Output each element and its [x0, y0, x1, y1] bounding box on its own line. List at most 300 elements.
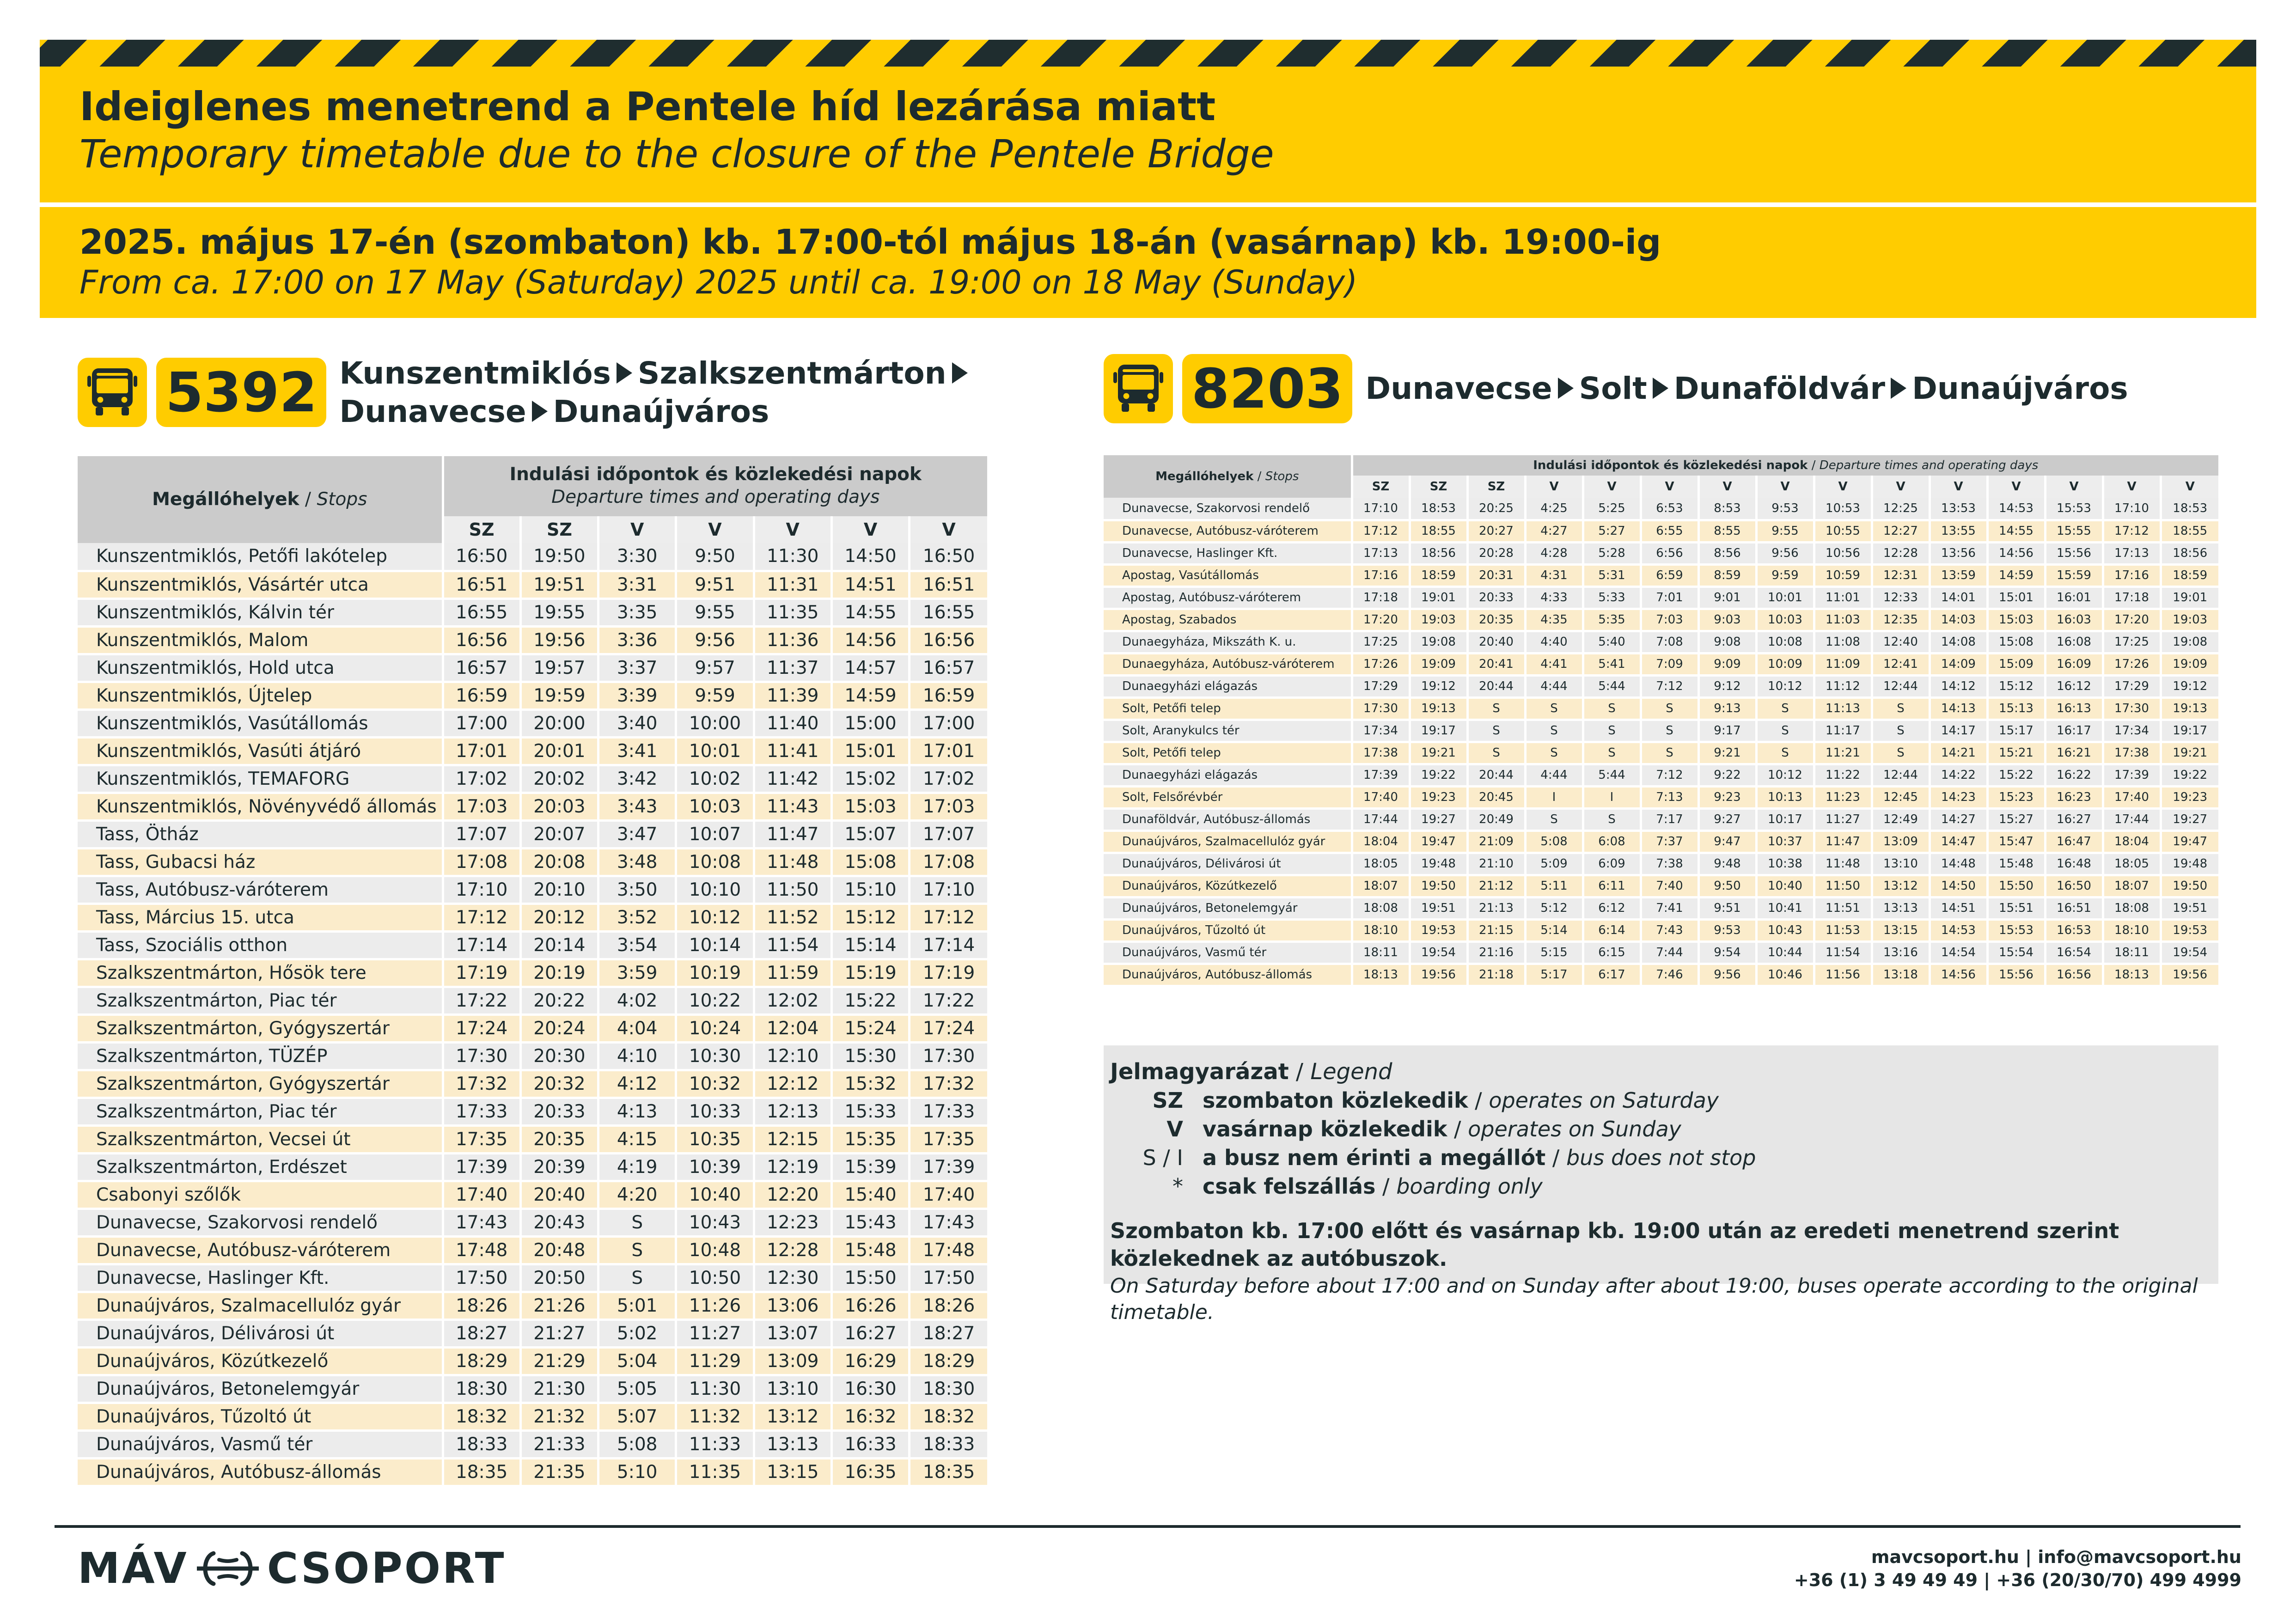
departure-time: 19:47: [1410, 830, 1467, 853]
departure-time: 15:12: [1987, 675, 2045, 697]
departure-time: 18:27: [443, 1319, 520, 1347]
departure-time: 9:17: [1698, 720, 1756, 742]
stop-name: Dunavecse, Haslinger Kft.: [78, 1264, 443, 1292]
departure-time: 5:28: [1583, 542, 1641, 564]
departure-time: 10:07: [676, 820, 754, 848]
departure-time: 12:45: [1872, 786, 1930, 808]
departure-time: 17:30: [2103, 697, 2161, 720]
day-code-header: V: [1930, 476, 1987, 498]
departure-time: 20:03: [520, 793, 598, 820]
departure-time: 10:09: [1756, 653, 1814, 675]
departure-time: 20:32: [520, 1070, 598, 1098]
departure-time: 17:19: [443, 959, 520, 987]
departure-time: 5:08: [1525, 830, 1583, 853]
table-row: [1104, 786, 2218, 808]
stop-name: Dunaújváros, Délivárosi út: [78, 1319, 443, 1347]
stop-name: Dunavecse, Autóbusz-váróterem: [1104, 520, 1352, 542]
legend-symbol: V: [1166, 1117, 1183, 1142]
stop-name: Tass, Március 15. utca: [78, 904, 443, 931]
departure-time: 15:55: [2045, 520, 2103, 542]
departure-time: 19:27: [2161, 808, 2218, 830]
departure-time: S: [1467, 742, 1525, 764]
departure-time: 9:55: [676, 598, 754, 626]
route-place: Dunavecse: [339, 394, 526, 430]
stop-name: Szalkszentmárton, Gyógyszertár: [78, 1070, 443, 1098]
departure-time: 17:48: [443, 1236, 520, 1264]
hazard-stripe: [40, 40, 2256, 67]
day-code-header: V: [598, 516, 676, 543]
day-code-header: V: [754, 516, 831, 543]
departure-time: 10:13: [1756, 786, 1814, 808]
table-row: [78, 876, 987, 904]
departure-time: 16:56: [910, 626, 987, 654]
departure-time: 15:02: [831, 765, 909, 793]
departure-time: 17:39: [910, 1153, 987, 1181]
departure-time: 15:12: [831, 904, 909, 931]
departure-time: 13:55: [1930, 520, 1987, 542]
departure-time: 18:07: [1352, 875, 1410, 897]
route-number: 5392: [156, 358, 326, 427]
departure-time: 17:03: [443, 793, 520, 820]
departure-time: 17:34: [1352, 720, 1410, 742]
departure-time: 16:27: [2045, 808, 2103, 830]
departure-time: 10:01: [1756, 586, 1814, 609]
departure-time: 17:40: [2103, 786, 2161, 808]
stop-name: Dunaújváros, Tűzoltó út: [1104, 919, 1352, 941]
departure-time: 6:17: [1583, 964, 1641, 986]
table-row: [1104, 897, 2218, 919]
departure-time: 19:50: [520, 543, 598, 571]
departure-time: 10:41: [1756, 897, 1814, 919]
period-hu: 2025. május 17-én (szombaton) kb. 17:00-tól május 18-án (vasárnap) kb. 19:00-ig: [79, 222, 1661, 262]
route-place: Dunaújváros: [1912, 371, 2128, 407]
departure-time: 15:53: [1987, 919, 2045, 941]
stop-name: Dunaegyházi elágazás: [1104, 675, 1352, 697]
departure-time: 15:01: [1987, 586, 2045, 609]
departure-time: 17:32: [443, 1070, 520, 1098]
departure-time: 19:48: [1410, 853, 1467, 875]
departure-time: 18:08: [2103, 897, 2161, 919]
departure-time: 12:10: [754, 1042, 831, 1070]
departure-time: 20:19: [520, 959, 598, 987]
day-code-header: SZ: [1410, 476, 1467, 498]
departure-time: 13:18: [1872, 964, 1930, 986]
bus-icon: [78, 358, 147, 427]
departure-time: 16:12: [2045, 675, 2103, 697]
departure-time: 15:09: [1987, 653, 2045, 675]
departure-time: 11:35: [676, 1458, 754, 1486]
table-row: [1104, 853, 2218, 875]
departure-time: 6:12: [1583, 897, 1641, 919]
departure-time: 11:12: [1814, 675, 1872, 697]
departure-time: 17:00: [910, 709, 987, 737]
departure-time: 10:30: [676, 1042, 754, 1070]
departure-time: 10:35: [676, 1125, 754, 1153]
departure-time: 9:09: [1698, 653, 1756, 675]
departure-time: 11:09: [1814, 653, 1872, 675]
departure-time: 12:33: [1872, 586, 1930, 609]
departure-time: 16:27: [831, 1319, 909, 1347]
day-code-header: SZ: [1467, 476, 1525, 498]
departure-time: 20:31: [1467, 564, 1525, 586]
stop-name: Dunaújváros, Közútkezelő: [78, 1347, 443, 1375]
departure-time: 16:51: [443, 571, 520, 598]
departure-time: 10:50: [676, 1264, 754, 1292]
departure-time: 21:32: [520, 1403, 598, 1430]
departure-time: 5:09: [1525, 853, 1583, 875]
departure-time: 3:42: [598, 765, 676, 793]
departure-time: 10:46: [1756, 964, 1814, 986]
departure-time: 19:01: [2161, 586, 2218, 609]
departure-time: 20:35: [520, 1125, 598, 1153]
departure-time: S: [1467, 697, 1525, 720]
departure-time: 15:53: [2045, 498, 2103, 520]
departure-time: S: [1756, 720, 1814, 742]
departure-time: 18:08: [1352, 897, 1410, 919]
table-row: [1104, 720, 2218, 742]
departure-time: S: [1872, 697, 1930, 720]
period-banner: [40, 207, 2256, 318]
departure-time: 11:23: [1814, 786, 1872, 808]
departure-time: 9:51: [676, 571, 754, 598]
departure-time: 18:27: [910, 1319, 987, 1347]
day-code-header: V: [1525, 476, 1583, 498]
departure-time: 18:11: [2103, 941, 2161, 964]
stop-name: Kunszentmiklós, Növényvédő állomás: [78, 793, 443, 820]
departure-time: 18:05: [2103, 853, 2161, 875]
departure-time: 17:25: [2103, 631, 2161, 653]
departure-time: 17:10: [1352, 498, 1410, 520]
departure-time: 3:48: [598, 848, 676, 876]
stop-name: Tass, Autóbusz-váróterem: [78, 876, 443, 904]
departure-time: 13:09: [754, 1347, 831, 1375]
departure-time: 15:50: [1987, 875, 2045, 897]
departure-time: 17:07: [910, 820, 987, 848]
departure-time: S: [1583, 742, 1641, 764]
departure-time: 5:12: [1525, 897, 1583, 919]
table-row: [78, 709, 987, 737]
departure-time: 15:00: [831, 709, 909, 737]
departure-time: 5:14: [1525, 919, 1583, 941]
stop-name: Szalkszentmárton, Vecsei út: [78, 1125, 443, 1153]
departure-time: 12:35: [1872, 609, 1930, 631]
departure-time: 3:47: [598, 820, 676, 848]
route-place: Dunavecse: [1365, 371, 1552, 407]
departure-time: 4:19: [598, 1153, 676, 1181]
departure-time: 15:50: [831, 1264, 909, 1292]
departure-time: 18:29: [910, 1347, 987, 1375]
departure-time: 15:24: [831, 1014, 909, 1042]
departure-time: 11:26: [676, 1292, 754, 1319]
stop-name: Dunaújváros, Tűzoltó út: [78, 1403, 443, 1430]
title-en: Temporary timetable due to the closure of the Pentele Bridge: [79, 131, 1274, 177]
departure-time: 14:22: [1930, 764, 1987, 786]
stop-name: Dunavecse, Autóbusz-váróterem: [78, 1236, 443, 1264]
departure-time: 15:48: [1987, 853, 2045, 875]
departure-time: 17:40: [443, 1181, 520, 1209]
departure-time: 13:16: [1872, 941, 1930, 964]
stop-name: Kunszentmiklós, TEMAFORG: [78, 765, 443, 793]
departure-time: 11:08: [1814, 631, 1872, 653]
departure-time: 20:01: [520, 737, 598, 765]
departure-time: 17:22: [910, 987, 987, 1014]
departure-time: 16:17: [2045, 720, 2103, 742]
departure-time: 17:03: [910, 793, 987, 820]
departure-time: 16:22: [2045, 764, 2103, 786]
departure-time: 3:50: [598, 876, 676, 904]
table-row: [78, 1236, 987, 1264]
departure-time: 12:13: [754, 1098, 831, 1125]
departure-time: S: [1525, 697, 1583, 720]
departure-time: 12:02: [754, 987, 831, 1014]
departure-time: 18:10: [2103, 919, 2161, 941]
arrow-right-icon: [1653, 378, 1668, 399]
departure-time: 17:30: [1352, 697, 1410, 720]
route-destinations: [339, 354, 973, 431]
departure-time: 14:12: [1930, 675, 1987, 697]
legend-text: vasárnap közlekedik / operates on Sunday: [1203, 1117, 1681, 1142]
departure-time: 16:01: [2045, 586, 2103, 609]
departure-time: 15:13: [1987, 697, 2045, 720]
departure-time: 20:44: [1467, 675, 1525, 697]
departure-time: 4:15: [598, 1125, 676, 1153]
departure-time: 5:01: [598, 1292, 676, 1319]
departure-time: 18:59: [2161, 564, 2218, 586]
legend-item: [1110, 1115, 2212, 1143]
departure-time: 15:01: [831, 737, 909, 765]
departure-time: 15:07: [831, 820, 909, 848]
departure-time: 11:37: [754, 654, 831, 682]
departure-time: 16:56: [2045, 964, 2103, 986]
table-row: [78, 626, 987, 654]
departure-time: 9:48: [1698, 853, 1756, 875]
departure-time: S: [1641, 720, 1698, 742]
departure-time: 16:50: [2045, 875, 2103, 897]
departure-time: 13:15: [1872, 919, 1930, 941]
departure-time: 6:11: [1583, 875, 1641, 897]
stop-name: Dunaújváros, Vasmű tér: [78, 1430, 443, 1458]
departure-time: 16:21: [2045, 742, 2103, 764]
stop-name: Dunaújváros, Közútkezelő: [1104, 875, 1352, 897]
departure-time: 15:17: [1987, 720, 2045, 742]
departure-time: 9:56: [1698, 964, 1756, 986]
departure-time: 20:00: [520, 709, 598, 737]
departure-time: 16:47: [2045, 830, 2103, 853]
departure-time: 4:44: [1525, 675, 1583, 697]
legend-box: [1104, 1045, 2218, 1325]
departure-time: 11:52: [754, 904, 831, 931]
departure-time: 14:08: [1930, 631, 1987, 653]
departure-time: 17:33: [443, 1098, 520, 1125]
table-row: [78, 571, 987, 598]
table-row: [1104, 941, 2218, 964]
departure-time: 16:54: [2045, 941, 2103, 964]
departure-time: 20:39: [520, 1153, 598, 1181]
departure-time: 20:44: [1467, 764, 1525, 786]
departure-time: 19:56: [2161, 964, 2218, 986]
departure-time: 13:12: [754, 1403, 831, 1430]
arrow-right-icon: [617, 362, 632, 384]
departure-time: 17:20: [2103, 609, 2161, 631]
stop-name: Kunszentmiklós, Kálvin tér: [78, 598, 443, 626]
stop-name: Kunszentmiklós, Újtelep: [78, 682, 443, 709]
departure-time: 12:31: [1872, 564, 1930, 586]
table-row: [78, 1375, 987, 1403]
departure-time: 10:00: [676, 709, 754, 737]
departure-time: 14:56: [1930, 964, 1987, 986]
day-code-header: V: [1583, 476, 1641, 498]
departure-time: 10:43: [1756, 919, 1814, 941]
departure-time: 14:01: [1930, 586, 1987, 609]
departure-time: 17:18: [1352, 586, 1410, 609]
departure-time: S: [1641, 742, 1698, 764]
departure-time: 7:13: [1641, 786, 1698, 808]
departure-time: 7:03: [1641, 609, 1698, 631]
departure-time: 9:59: [676, 682, 754, 709]
departure-time: 20:30: [520, 1042, 598, 1070]
departure-time: 15:56: [1987, 964, 2045, 986]
table-row: [78, 765, 987, 793]
departure-time: 10:03: [1756, 609, 1814, 631]
departure-time: 15:48: [831, 1236, 909, 1264]
departure-time: 3:41: [598, 737, 676, 765]
table-row: [78, 793, 987, 820]
departure-time: 10:53: [1814, 498, 1872, 520]
departure-time: 19:12: [1410, 675, 1467, 697]
departure-time: 14:13: [1930, 697, 1987, 720]
departure-time: 16:51: [2045, 897, 2103, 919]
departure-time: 14:55: [831, 598, 909, 626]
departure-time: 12:28: [1872, 542, 1930, 564]
departure-time: 12:20: [754, 1181, 831, 1209]
departure-time: 21:35: [520, 1458, 598, 1486]
departure-time: 3:31: [598, 571, 676, 598]
table-row: [78, 1014, 987, 1042]
departure-time: 9:22: [1698, 764, 1756, 786]
departure-time: 20:08: [520, 848, 598, 876]
departure-time: 11:30: [676, 1375, 754, 1403]
departure-time: 16:55: [910, 598, 987, 626]
departure-time: 20:41: [1467, 653, 1525, 675]
departure-time: 19:22: [2161, 764, 2218, 786]
departure-time: 7:46: [1641, 964, 1698, 986]
departure-time: 8:55: [1698, 520, 1756, 542]
departure-time: 16:03: [2045, 609, 2103, 631]
departure-time: 17:08: [910, 848, 987, 876]
departure-time: 9:23: [1698, 786, 1756, 808]
departure-time: 16:26: [831, 1292, 909, 1319]
stop-name: Tass, Gubacsi ház: [78, 848, 443, 876]
departure-time: 15:27: [1987, 808, 2045, 830]
departure-time: 3:30: [598, 543, 676, 571]
departure-time: 5:10: [598, 1458, 676, 1486]
departure-time: 18:29: [443, 1347, 520, 1375]
table-row: [78, 1070, 987, 1098]
table-row: [78, 959, 987, 987]
departure-time: 18:30: [443, 1375, 520, 1403]
departure-time: 17:16: [1352, 564, 1410, 586]
departure-time: 12:04: [754, 1014, 831, 1042]
departure-time: I: [1525, 786, 1583, 808]
departure-time: 20:28: [1467, 542, 1525, 564]
departure-time: 6:14: [1583, 919, 1641, 941]
stop-name: Szalkszentmárton, Piac tér: [78, 1098, 443, 1125]
departure-time: 4:10: [598, 1042, 676, 1070]
table-row: [1104, 520, 2218, 542]
departure-time: 20:33: [520, 1098, 598, 1125]
departure-time: 17:43: [910, 1209, 987, 1236]
stop-name: Dunaújváros, Betonelemgyár: [78, 1375, 443, 1403]
stop-name: Kunszentmiklós, Vasútállomás: [78, 709, 443, 737]
departure-time: 9:56: [1756, 542, 1814, 564]
departure-time: 10:37: [1756, 830, 1814, 853]
departure-time: 20:02: [520, 765, 598, 793]
departure-time: 12:23: [754, 1209, 831, 1236]
departure-time: 14:55: [1987, 520, 2045, 542]
departure-time: 21:18: [1467, 964, 1525, 986]
departure-time: 5:15: [1525, 941, 1583, 964]
departure-time: 10:10: [676, 876, 754, 904]
departure-time: 16:32: [831, 1403, 909, 1430]
departure-time: 13:59: [1930, 564, 1987, 586]
departure-time: 11:40: [754, 709, 831, 737]
departure-time: 6:55: [1641, 520, 1698, 542]
departure-time: 7:43: [1641, 919, 1698, 941]
departure-time: 16:50: [443, 543, 520, 571]
departure-time: 17:14: [443, 931, 520, 959]
departure-time: 15:08: [1987, 631, 2045, 653]
departure-time: 7:17: [1641, 808, 1698, 830]
departures-header: Indulási időpontok és közlekedési napok / Departure times and operating days: [1352, 455, 2218, 476]
departure-time: 11:54: [754, 931, 831, 959]
stop-name: Tass, Ötház: [78, 820, 443, 848]
departure-time: 15:21: [1987, 742, 2045, 764]
departure-time: 9:55: [1756, 520, 1814, 542]
departure-time: 4:12: [598, 1070, 676, 1098]
departure-time: 17:16: [2103, 564, 2161, 586]
departure-time: 20:49: [1467, 808, 1525, 830]
rail-emblem-icon: [193, 1548, 263, 1589]
legend-item: [1110, 1172, 2212, 1201]
departure-time: S: [1872, 720, 1930, 742]
departure-time: 7:01: [1641, 586, 1698, 609]
stop-name: Apostag, Szabados: [1104, 609, 1352, 631]
day-code-header: SZ: [443, 516, 520, 543]
table-row: [78, 1347, 987, 1375]
departure-time: 16:23: [2045, 786, 2103, 808]
departure-time: 18:53: [2161, 498, 2218, 520]
departure-time: 4:27: [1525, 520, 1583, 542]
departure-time: 10:59: [1814, 564, 1872, 586]
departure-time: 4:28: [1525, 542, 1583, 564]
departure-time: 5:35: [1583, 609, 1641, 631]
day-code-header: V: [910, 516, 987, 543]
departure-time: 11:59: [754, 959, 831, 987]
departure-time: 17:01: [443, 737, 520, 765]
departure-time: 17:40: [1352, 786, 1410, 808]
mav-csoport-logo: [78, 1544, 506, 1593]
stop-name: Dunaegyháza, Mikszáth K. u.: [1104, 631, 1352, 653]
table-row: [78, 1042, 987, 1070]
day-code-header: V: [2103, 476, 2161, 498]
departure-time: 18:35: [443, 1458, 520, 1486]
departure-time: 20:40: [1467, 631, 1525, 653]
departure-time: 17:26: [2103, 653, 2161, 675]
arrow-right-icon: [952, 362, 968, 384]
departure-time: 16:59: [443, 682, 520, 709]
legend-symbol: *: [1172, 1174, 1183, 1199]
departure-time: 14:59: [1987, 564, 2045, 586]
